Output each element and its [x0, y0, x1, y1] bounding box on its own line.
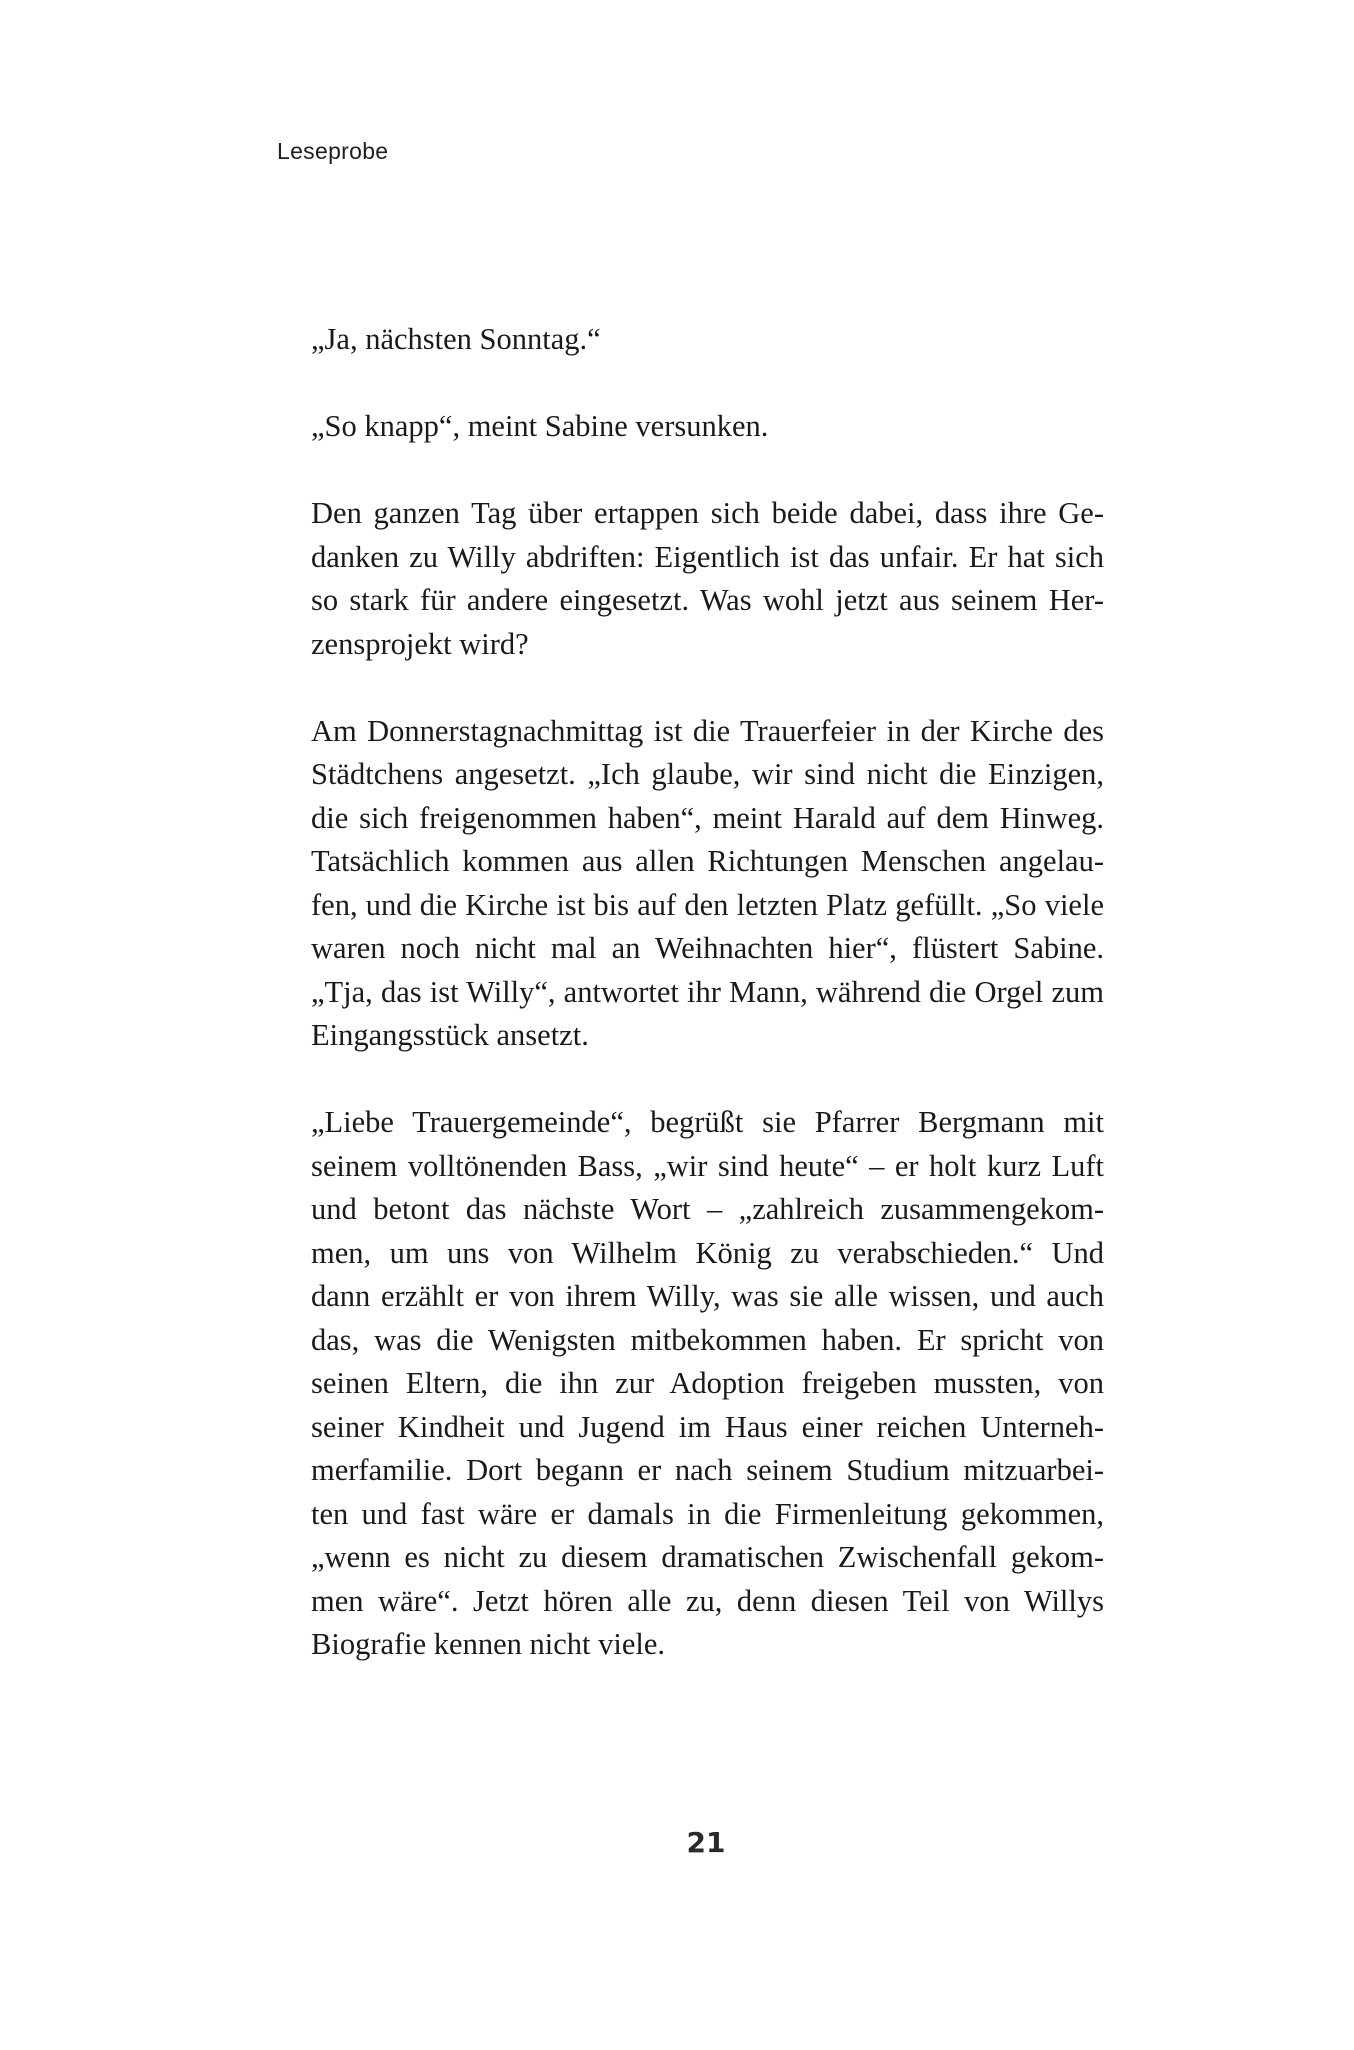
- text-line: das, was die Wenigsten mitbekommen haben. Er spricht von: [311, 1322, 1104, 1357]
- page-number: 21: [686, 1826, 726, 1859]
- text-line: „wenn es nicht zu diesem dramatischen Zwischenfall gekom-: [311, 1540, 1104, 1574]
- text-line: und betont das nächste Wort – „zahlreich zusammengekom-: [311, 1192, 1104, 1226]
- text-line: dann erzählt er von ihrem Willy, was sie alle wissen, und auch: [311, 1279, 1104, 1313]
- text-line: Am Donnerstagnachmittag ist die Trauerfeier in der Kirche des: [311, 713, 1104, 748]
- text-line: seinen Eltern, die ihn zur Adoption freigeben mussten, von: [311, 1366, 1104, 1400]
- text-line: Eingangsstück ansetzt.: [311, 1018, 589, 1052]
- text-line: seinem volltönenden Bass, „wir sind heute“ – er holt kurz Luft: [311, 1148, 1104, 1183]
- paragraph: [311, 405, 1104, 449]
- text-line: danken zu Willy abdriften: Eigentlich ist das unfair. Er hat sich: [311, 539, 1104, 574]
- text-line: Den ganzen Tag über ertappen sich beide dabei, dass ihre Ge-: [311, 496, 1104, 530]
- text-line: „Tja, das ist Willy“, antwortet ihr Mann, während die Orgel zum: [311, 974, 1104, 1009]
- text-line: die sich freigenommen haben“, meint Harald auf dem Hinweg.: [311, 800, 1104, 835]
- text-line: ten und fast wäre er damals in die Firmenleitung gekommen,: [311, 1496, 1104, 1531]
- text-line: zensprojekt wird?: [311, 626, 529, 661]
- text-line: men, um uns von Wilhelm König zu verabschieden.“ Und: [311, 1235, 1104, 1270]
- text-line: Tatsächlich kommen aus allen Richtungen Menschen angelau-: [311, 844, 1104, 878]
- paragraph: [311, 318, 1104, 362]
- body-text: [311, 318, 1104, 1710]
- paragraph: [311, 710, 1104, 1058]
- paragraph: [311, 492, 1104, 666]
- text-line: Städtchens angesetzt. „Ich glaube, wir sind nicht die Einzigen,: [311, 757, 1104, 791]
- paragraph: [311, 1101, 1104, 1667]
- text-line: seiner Kindheit und Jugend im Haus einer reichen Unterneh-: [311, 1409, 1104, 1444]
- text-line: „Liebe Trauergemeinde“, begrüßt sie Pfarrer Bergmann mit: [311, 1105, 1104, 1139]
- text-line: fen, und die Kirche ist bis auf den letzten Platz gefüllt. „So viele: [311, 887, 1104, 922]
- text-line: waren noch nicht mal an Weihnachten hier“, flüstert Sabine.: [311, 931, 1104, 965]
- text-line: „So knapp“, meint Sabine versunken.: [311, 409, 769, 443]
- running-header: Leseprobe: [277, 138, 389, 164]
- text-line: „Ja, nächsten Sonntag.“: [311, 322, 601, 356]
- text-line: men wäre“. Jetzt hören alle zu, denn diesen Teil von Willys: [311, 1583, 1104, 1618]
- text-line: so stark für andere eingesetzt. Was wohl jetzt aus seinem Her-: [311, 583, 1104, 617]
- text-line: merfamilie. Dort begann er nach seinem Studium mitzuarbei-: [311, 1453, 1104, 1487]
- text-line: Biografie kennen nicht viele.: [311, 1627, 666, 1661]
